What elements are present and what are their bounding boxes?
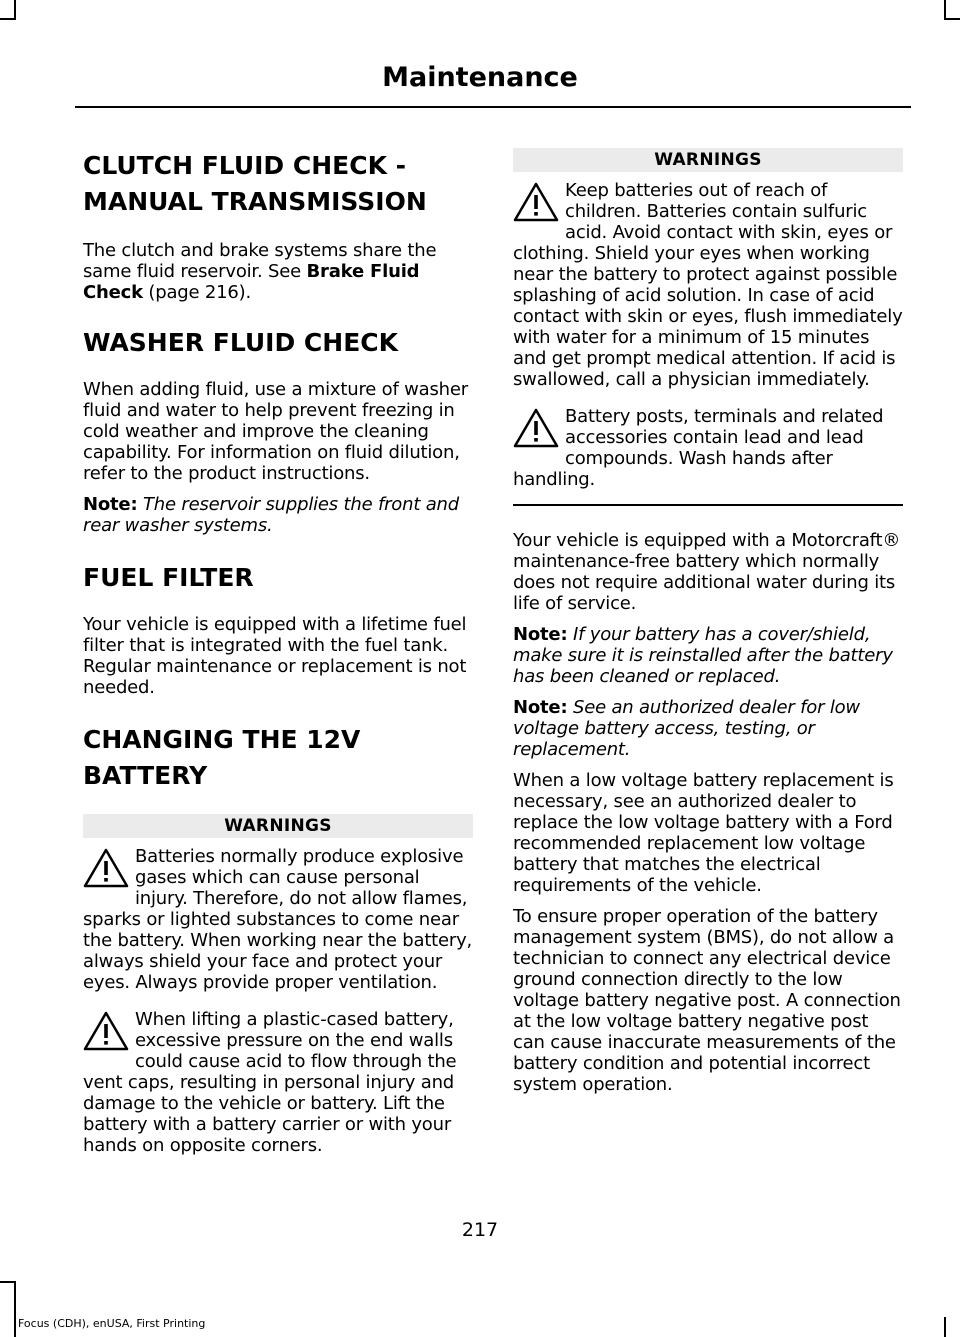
note-label: Note:: [513, 624, 568, 645]
heading-line-2: MANUAL TRANSMISSION: [83, 187, 427, 216]
footer-text: Focus (CDH), enUSA, First Printing: [18, 1317, 206, 1330]
crop-mark: [0, 1281, 16, 1283]
warning-text: Keep batteries out of reach of children. Batteries contain sulfuric acid. Avoid contact with skin, eyes or clothing. Shield your eyes when working near the battery to protect against possible splashing of acid solution. In case of acid contact with skin or eyes, flush immediately with water for a minimum of 15 minutes and get prompt medical attention. If acid is swallowed, call a physician immediately.: [513, 180, 903, 390]
warning-triangle-icon: [513, 182, 565, 240]
section-heading-fuel-filter: FUEL FILTER: [83, 563, 254, 592]
note-label: Note:: [83, 494, 138, 515]
warning-text: Battery posts, terminals and related accessories contain lead and lead compounds. Wash hands after handling.: [513, 406, 884, 490]
warnings-heading: WARNINGS: [513, 148, 903, 172]
warning-triangle-icon: [83, 848, 135, 906]
battery-paragraph-2: When a low voltage battery replacement is necessary, see an authorized dealer to replace the low voltage battery with a Ford recommended replacement low voltage battery that matches the electrical requirements of the vehicle.: [513, 770, 894, 896]
warning-item: [83, 846, 473, 993]
warning-item: [513, 406, 903, 490]
washer-paragraph: When adding fluid, use a mixture of washer fluid and water to help prevent freezing in cold weather and improve the cleaning capability. For information on fluid dilution, refer to the product instructions.: [83, 379, 468, 484]
header-rule: [75, 106, 911, 108]
warning-text: When lifting a plastic-cased battery, excessive pressure on the end walls could cause acid to flow through the vent caps, resulting in personal injury and damage to the vehicle or battery. Lift the battery with a battery carrier or with your hands on opposite corners.: [83, 1009, 457, 1156]
washer-note: [83, 494, 473, 536]
section-heading-clutch: [83, 148, 473, 220]
page-header-title: Maintenance: [382, 62, 578, 93]
right-column: [513, 148, 903, 1105]
page-ref: (page 216).: [142, 282, 251, 303]
battery-paragraph-3: To ensure proper operation of the battery management system (BMS), do not allow a technician to connect any electrical device ground connection directly to the low voltage battery negative post. A connection at the low voltage battery negative post can cause inaccurate measurements of the battery condition and potential incorrect system operation.: [513, 906, 901, 1095]
crop-mark: [0, 18, 16, 20]
battery-paragraph-1: Your vehicle is equipped with a Motorcraft® maintenance-free battery which normally does not require additional water during its life of service.: [513, 530, 901, 614]
crop-mark: [14, 0, 16, 20]
clutch-text: The clutch and brake systems share the same fluid reservoir. See: [83, 240, 437, 282]
warning-text: Batteries normally produce explosive gases which can cause personal injury. Therefore, do not allow flames, sparks or lighted substances to come near the battery. When working near the battery, always shield your face and protect your eyes. Always provide proper ventilation.: [83, 846, 473, 993]
warning-item: [83, 1009, 473, 1156]
fuel-filter-paragraph: Your vehicle is equipped with a lifetime fuel filter that is integrated with the fuel tank. Regular maintenance or replacement is not needed.: [83, 614, 467, 698]
section-heading-battery: CHANGING THE 12V BATTERY: [83, 725, 361, 790]
left-column: [83, 148, 473, 1166]
crop-mark: [944, 18, 960, 20]
crop-mark: [944, 1317, 946, 1337]
section-heading-washer: WASHER FLUID CHECK: [83, 328, 399, 357]
note-text: If your battery has a cover/shield, make sure it is reinstalled after the battery has been cleaned or replaced.: [513, 624, 893, 687]
warning-item: [513, 180, 903, 390]
warnings-end-rule: [513, 504, 903, 506]
battery-note-2: [513, 697, 903, 760]
brake-fluid-check-link[interactable]: Brake Fluid Check: [83, 261, 420, 303]
heading-line-1: CLUTCH FLUID CHECK -: [83, 151, 407, 180]
note-text: See an authorized dealer for low voltage battery access, testing, or replacement.: [513, 697, 860, 760]
page-number: 217: [461, 1219, 499, 1241]
warning-triangle-icon: [83, 1011, 135, 1069]
clutch-paragraph: [83, 240, 473, 303]
note-text: The reservoir supplies the front and rear washer systems.: [83, 494, 459, 536]
note-label: Note:: [513, 697, 568, 718]
crop-mark: [14, 1281, 16, 1337]
warning-triangle-icon: [513, 408, 565, 466]
crop-mark: [944, 0, 946, 20]
warnings-heading: WARNINGS: [83, 814, 473, 838]
battery-note-1: [513, 624, 903, 687]
